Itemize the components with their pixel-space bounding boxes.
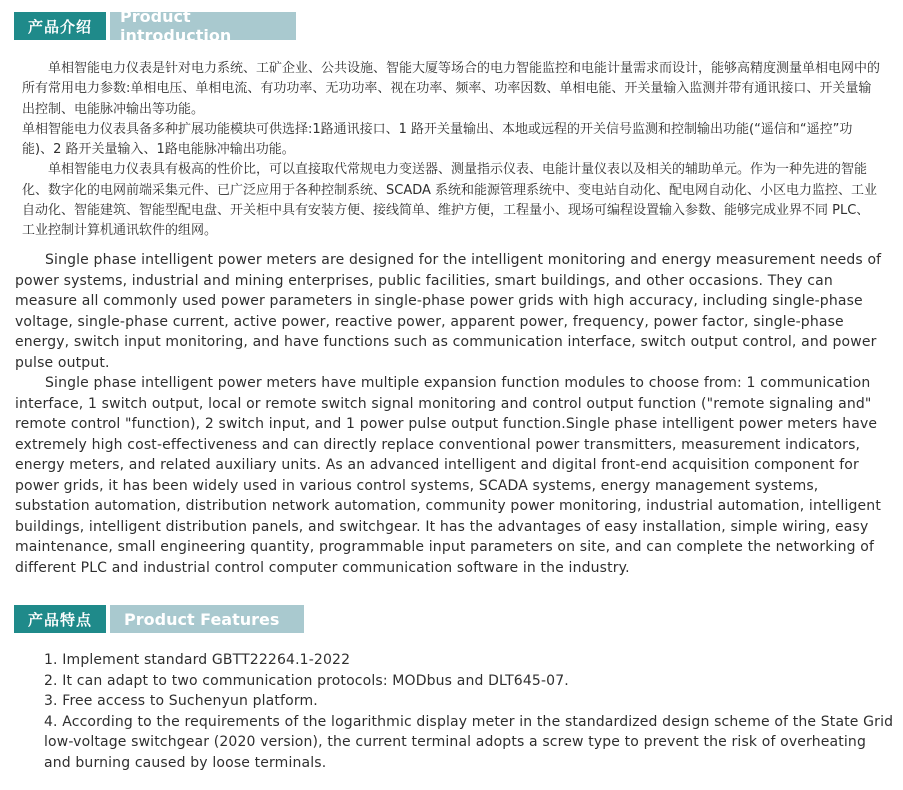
feature-item: 2. It can adapt to two communication protocols: MODbus and DLT645-07. — [44, 672, 569, 689]
section-title-en: Product introduction — [110, 12, 296, 40]
intro-cn-paragraph: 单相智能电力仪表是针对电力系统、工矿企业、公共设施、智能大厦等场合的电力智能监控和电能计量需求而设计，能够高精度测量单相电网中的所有常用电力参数:单相电压、单相电流、有功功率、无功功率、视在功率、频率、功率因数、单相电能、开关量输入监测并带有通讯接口、开关量输出控制、电能脉冲输出等功能。 — [22, 61, 881, 117]
feature-item: 3. Free access to Suchenyun platform. — [44, 693, 318, 709]
intro-en-paragraph: Single phase intelligent power meters are designed for the intelligent monitoring and energy measurement needs of power systems, industrial and mining enterprises, public facilities, smart buildings, and other occasions. They can measure all commonly used power parameters in single-phase power grids with high accuracy, including single-phase voltage, single-phase current, active power, reactive power, apparent power, frequency, power factor, single-phase energy, switch input monitoring, and have functions such as communication interface, switch output control, and power pulse output. — [15, 252, 882, 371]
intro-english — [15, 250, 895, 578]
intro-chinese — [22, 59, 882, 242]
intro-cn-paragraph: 单相智能电力仪表具备多种扩展功能模块可供选择:1路通讯接口、1 路开关量输出、本地或远程的开关信号监测和控制输出功能(“遥信和“遥控”功能)、2 路开关量输入、1路电能脉冲输出功能。 — [22, 121, 853, 158]
feature-item: 4. According to the requirements of the logarithmic display meter in the standardized design scheme of the State Grid low-voltage switchgear (2020 version), the current terminal adopts a screw type to prevent the risk of overheating and burning caused by loose terminals. — [44, 713, 894, 771]
section-header-introduction — [14, 7, 296, 45]
section-title-cn: 产品特点 — [14, 605, 106, 633]
section-header-features — [14, 605, 304, 633]
features-list — [44, 650, 894, 773]
feature-item: 1. Implement standard GBTT22264.1-2022 — [44, 652, 351, 668]
intro-cn-paragraph: 单相智能电力仪表具有极高的性价比，可以直接取代常规电力变送器、测量指示仪表、电能计量仪表以及相关的辅助单元。作为一种先进的智能化、数字化的电网前端采集元件、已广泛应用于各种控制系统、SCADA 系统和能源管理系统中、变电站自动化、配电网自动化、小区电力监控、工业自动化、智能建筑、智能型配电盘、开关柜中具有安装方便、接线简单、维护方便，工程量小、现场可编程设置输入参数、能够完成业界不同 PLC、工业控制计算机通讯软件的组网。 — [22, 162, 878, 239]
section-title-cn: 产品介绍 — [14, 12, 106, 40]
intro-en-paragraph: Single phase intelligent power meters have multiple expansion function modules to choose from: 1 communication interface, 1 switch output, local or remote switch signal monitoring and control output function ("remote signaling and" remote control "function), 2 switch input, and 1 power pulse output function.Single phase intelligent power meters have extremely high cost-effectiveness and can directly replace conventional power transmitters, measurement indicators, energy meters, and related auxiliary units. As an advanced intelligent and digital front-end acquisition component for power grids, it has been widely used in various control systems, SCADA systems, energy management systems, substation automation, distribution network automation, community power monitoring, industrial automation, intelligent buildings, intelligent distribution panels, and switchgear. It has the advantages of easy installation, simple wiring, easy maintenance, small engineering quantity, programmable input parameters on site, and can complete the networking of different PLC and industrial control computer communication software in the industry. — [15, 375, 881, 576]
section-title-en: Product Features — [110, 605, 304, 633]
